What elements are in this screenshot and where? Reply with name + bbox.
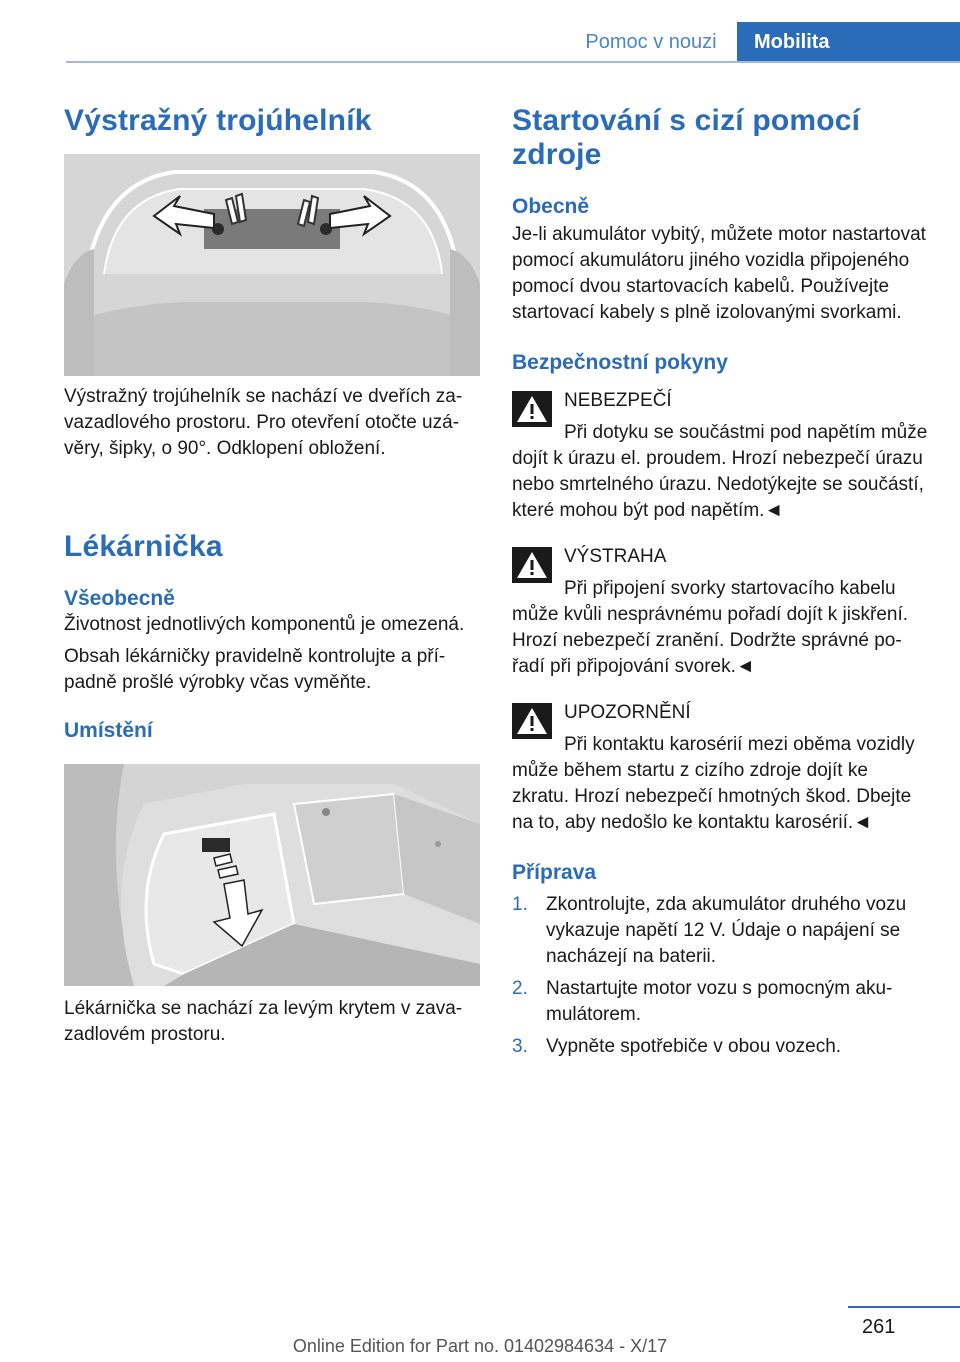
preparation-steps: [512, 892, 928, 1060]
warning-triangle-illustration: [64, 154, 480, 376]
heading-general: Všeobecně: [64, 587, 175, 610]
warning-notice: [512, 700, 928, 836]
step-number: 1.: [512, 894, 528, 915]
list-item: [512, 892, 928, 970]
warning-notice-title: UPOZORNĚNÍ: [564, 702, 691, 723]
header-rule: [66, 61, 960, 63]
first-aid-check-text: Obsah lékárničky pravidelně kontrolujte a případně prošlé výrobky včas vyměňte.: [64, 646, 446, 693]
page-number: 261: [862, 1316, 896, 1338]
warning-triangle-text: Výstražný trojúhelník se nachází ve dveřích zavazadlového prostoru. Pro otevření otočte uzávěry, šipky, o 90°. Odklopení obložení.: [64, 386, 463, 459]
step-text: Nastartujte motor vozu s pomocným akumulátorem.: [546, 978, 893, 1025]
tab-mobilita[interactable]: Mobilita: [737, 22, 960, 62]
tab-pomoc-v-nouzi[interactable]: Pomoc v nouzi: [566, 22, 736, 62]
step-text: Zkontrolujte, zda akumulátor druhého vozu vykazuje napětí 12 V. Údaje o napájení se nacházejí na baterii.: [546, 894, 907, 967]
step-number: 3.: [512, 1036, 528, 1057]
warning-danger: [512, 388, 928, 524]
warning-danger-title: NEBEZPEČÍ: [564, 390, 672, 411]
warning-caution-text: Při připojení svorky startovacího kabelu může kvůli nesprávnému pořadí dojít k jiskření. Hrozí nebezpečí zranění. Dodržte správné pořadí při připojování svorek.◄: [512, 578, 909, 677]
warning-triangle-icon: [512, 703, 552, 739]
first-aid-lifespan-text: Životnost jednotlivých komponentů je omezená.: [64, 614, 465, 635]
warning-triangle-icon: [512, 547, 552, 583]
heading-first-aid-kit: Lékárnička: [64, 530, 223, 563]
step-number: 2.: [512, 978, 528, 999]
heading-location: Umístění: [64, 719, 153, 742]
left-column: [64, 100, 480, 1048]
warning-triangle-icon: [512, 391, 552, 427]
warning-caution: [512, 544, 928, 680]
right-column: [512, 100, 928, 1060]
warning-notice-text: Při kontaktu karosérií mezi oběma vozidly může během startu z cizího zdroje dojít ke zkratu. Hrozí nebezpečí hmotných škod. Dbejte na to, aby nedošlo ke kontaktu karosérií.◄: [512, 734, 915, 833]
list-item: [512, 1034, 928, 1060]
warning-danger-text: Při dotyku se součástmi pod napětím může dojít k úrazu el. proudem. Hrozí nebezpečí úrazu nebo smrtelného úrazu. Nedotýkejte se součástí, které mohou být pod napětím.◄: [512, 422, 928, 521]
first-aid-location-illustration: [64, 764, 480, 986]
heading-jump-start: Startování s cizí pomocí zdroje: [512, 104, 861, 171]
heading-safety: Bezpečnostní pokyny: [512, 351, 728, 374]
warning-caution-title: VÝSTRAHA: [564, 546, 667, 567]
first-aid-location-text: Lékárnička se nachází za levým krytem v zavazadlovém prostoru.: [64, 998, 463, 1045]
heading-preparation: Příprava: [512, 861, 597, 884]
jump-start-intro-text: Je-li akumulátor vybitý, můžete motor nastartovat pomocí akumulátoru jiného vozidla připojeného pomocí dvou startovacích kabelů. Používejte startovací kabely s plně izolovanými svorkami.: [512, 224, 926, 323]
list-item: [512, 976, 928, 1028]
step-text: Vypněte spotřebiče v obou vozech.: [546, 1036, 842, 1057]
edition-footer: Online Edition for Part no. 01402984634 - X/17: [292, 1336, 668, 1356]
heading-warning-triangle: Výstražný trojúhelník: [64, 104, 372, 137]
page-number-rule: [848, 1306, 960, 1308]
heading-general-right: Obecně: [512, 195, 590, 218]
